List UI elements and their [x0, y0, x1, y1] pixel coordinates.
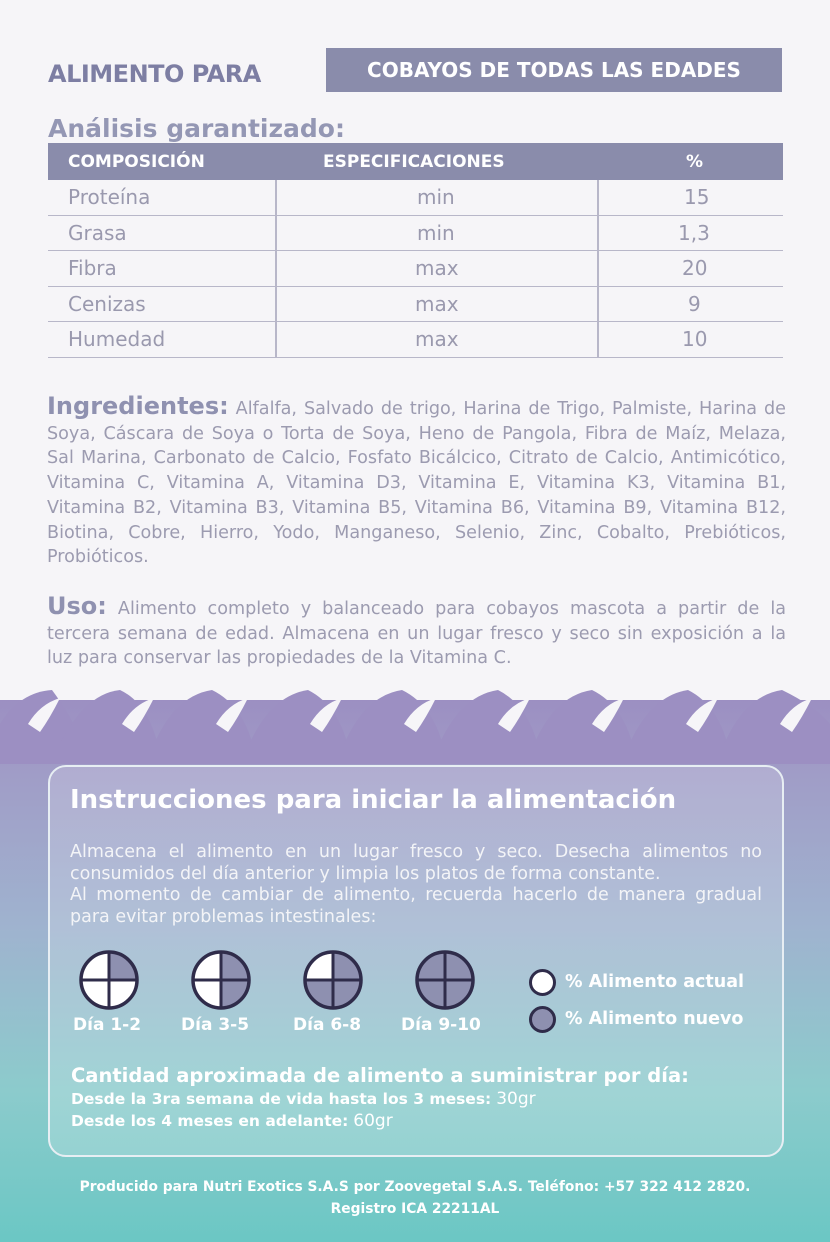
row-spec: max [415, 256, 459, 280]
row-pct: 9 [688, 291, 701, 316]
instructions-text [70, 842, 762, 928]
row-name: Humedad [68, 327, 166, 351]
table-row [48, 216, 783, 252]
legend-current-label: % Alimento actual [565, 972, 745, 992]
analysis-title: Análisis garantizado: [48, 114, 345, 143]
leaf-border-decoration [0, 684, 830, 764]
col-specification: ESPECIFICACIONES [323, 152, 505, 172]
legend-current-dot [529, 969, 556, 996]
pie-day-1-2 [78, 949, 140, 1011]
row-pct: 15 [684, 185, 710, 209]
table-row [48, 322, 783, 358]
row-name: Grasa [68, 220, 127, 245]
instructions-title: Instrucciones para iniciar la alimentación [70, 785, 677, 815]
row-spec: max [415, 291, 459, 316]
quantity-value: 30gr [496, 1089, 536, 1109]
instructions-paragraph: Al momento de cambiar de alimento, recuerda hacerlo de manera gradual para evitar problemas intestinales: [70, 885, 762, 927]
row-pct: 10 [682, 327, 708, 351]
row-pct: 1,3 [678, 220, 710, 245]
footer-producer: Producido para Nutri Exotics S.A.S por Zoovegetal S.A.S. Teléfono: +57 322 412 2820. [79, 1179, 751, 1195]
table-divider [597, 180, 599, 358]
row-name: Proteína [68, 185, 151, 209]
usage-text: Alimento completo y balanceado para cobayos mascota a partir de la tercera semana de edad. Almacena en un lugar fresco y seco sin exposición a la luz para conservar las propiedades de la Vitamina C. [47, 599, 786, 669]
table-header [48, 143, 783, 180]
pie-day-6-8 [302, 949, 364, 1011]
footer-registry: Registro ICA 22211AL [330, 1201, 500, 1217]
ingredients-block [47, 394, 786, 570]
row-pct: 20 [682, 256, 708, 280]
quantity-label: Desde la 3ra semana de vida hasta los 3 meses: [71, 1090, 492, 1108]
row-spec: min [417, 220, 455, 245]
analysis-table [48, 143, 783, 358]
table-row [48, 180, 783, 216]
ingredients-label: Ingredientes: [47, 392, 229, 420]
quantity-line [71, 1089, 536, 1109]
row-name: Cenizas [68, 291, 146, 316]
header-badge: COBAYOS DE TODAS LAS EDADES [326, 48, 782, 92]
quantity-title: Cantidad aproximada de alimento a suministrar por día: [71, 1064, 689, 1087]
quantity-line [71, 1111, 393, 1131]
table-row [48, 251, 783, 287]
legend-new-label: % Alimento nuevo [565, 1009, 744, 1029]
row-name: Fibra [68, 256, 117, 280]
pie-day-9-10 [414, 949, 476, 1011]
pie-day-3-5 [190, 949, 252, 1011]
row-spec: min [417, 185, 455, 209]
day-label: Día 1-2 [73, 1015, 142, 1035]
footer [0, 1176, 830, 1220]
quantity-value: 60gr [353, 1111, 393, 1131]
col-composition: COMPOSICIÓN [68, 152, 205, 172]
day-label: Día 3-5 [181, 1015, 250, 1035]
ingredients-text: Alfalfa, Salvado de trigo, Harina de Trigo, Palmiste, Harina de Soya, Cáscara de Soya o Torta de Soya, Heno de Pangola, Fibra de Maíz, Melaza, Sal Marina, Carbonato de Calcio, Fosfato Bicálcico, Citrato de Calcio, Antimicótico, Vitamina C, Vitamina A, Vitamina D3, Vitamina E, Vitamina K3, Vitamina B1, Vitamina B2, Vitamina B3, Vitamina B5, Vitamina B6, Vitamina B9, Vitamina B12, Biotina, Cobre, Hierro, Yodo, Manganeso, Selenio, Zinc, Cobalto, Prebióticos, Probióticos. [47, 399, 786, 568]
table-divider [275, 180, 277, 358]
row-spec: max [415, 327, 459, 351]
instructions-paragraph: Almacena el alimento en un lugar fresco y seco. Desecha alimentos no consumidos del día anterior y limpia los platos de forma constante. [70, 842, 762, 884]
usage-block [47, 594, 786, 671]
table-row [48, 287, 783, 323]
day-label: Día 9-10 [401, 1015, 481, 1035]
header-title: ALIMENTO PARA [48, 60, 261, 88]
day-label: Día 6-8 [293, 1015, 362, 1035]
legend-new-dot [529, 1006, 556, 1033]
col-percent: % [686, 152, 704, 172]
quantity-label: Desde los 4 meses en adelante: [71, 1112, 349, 1130]
usage-label: Uso: [47, 592, 107, 620]
